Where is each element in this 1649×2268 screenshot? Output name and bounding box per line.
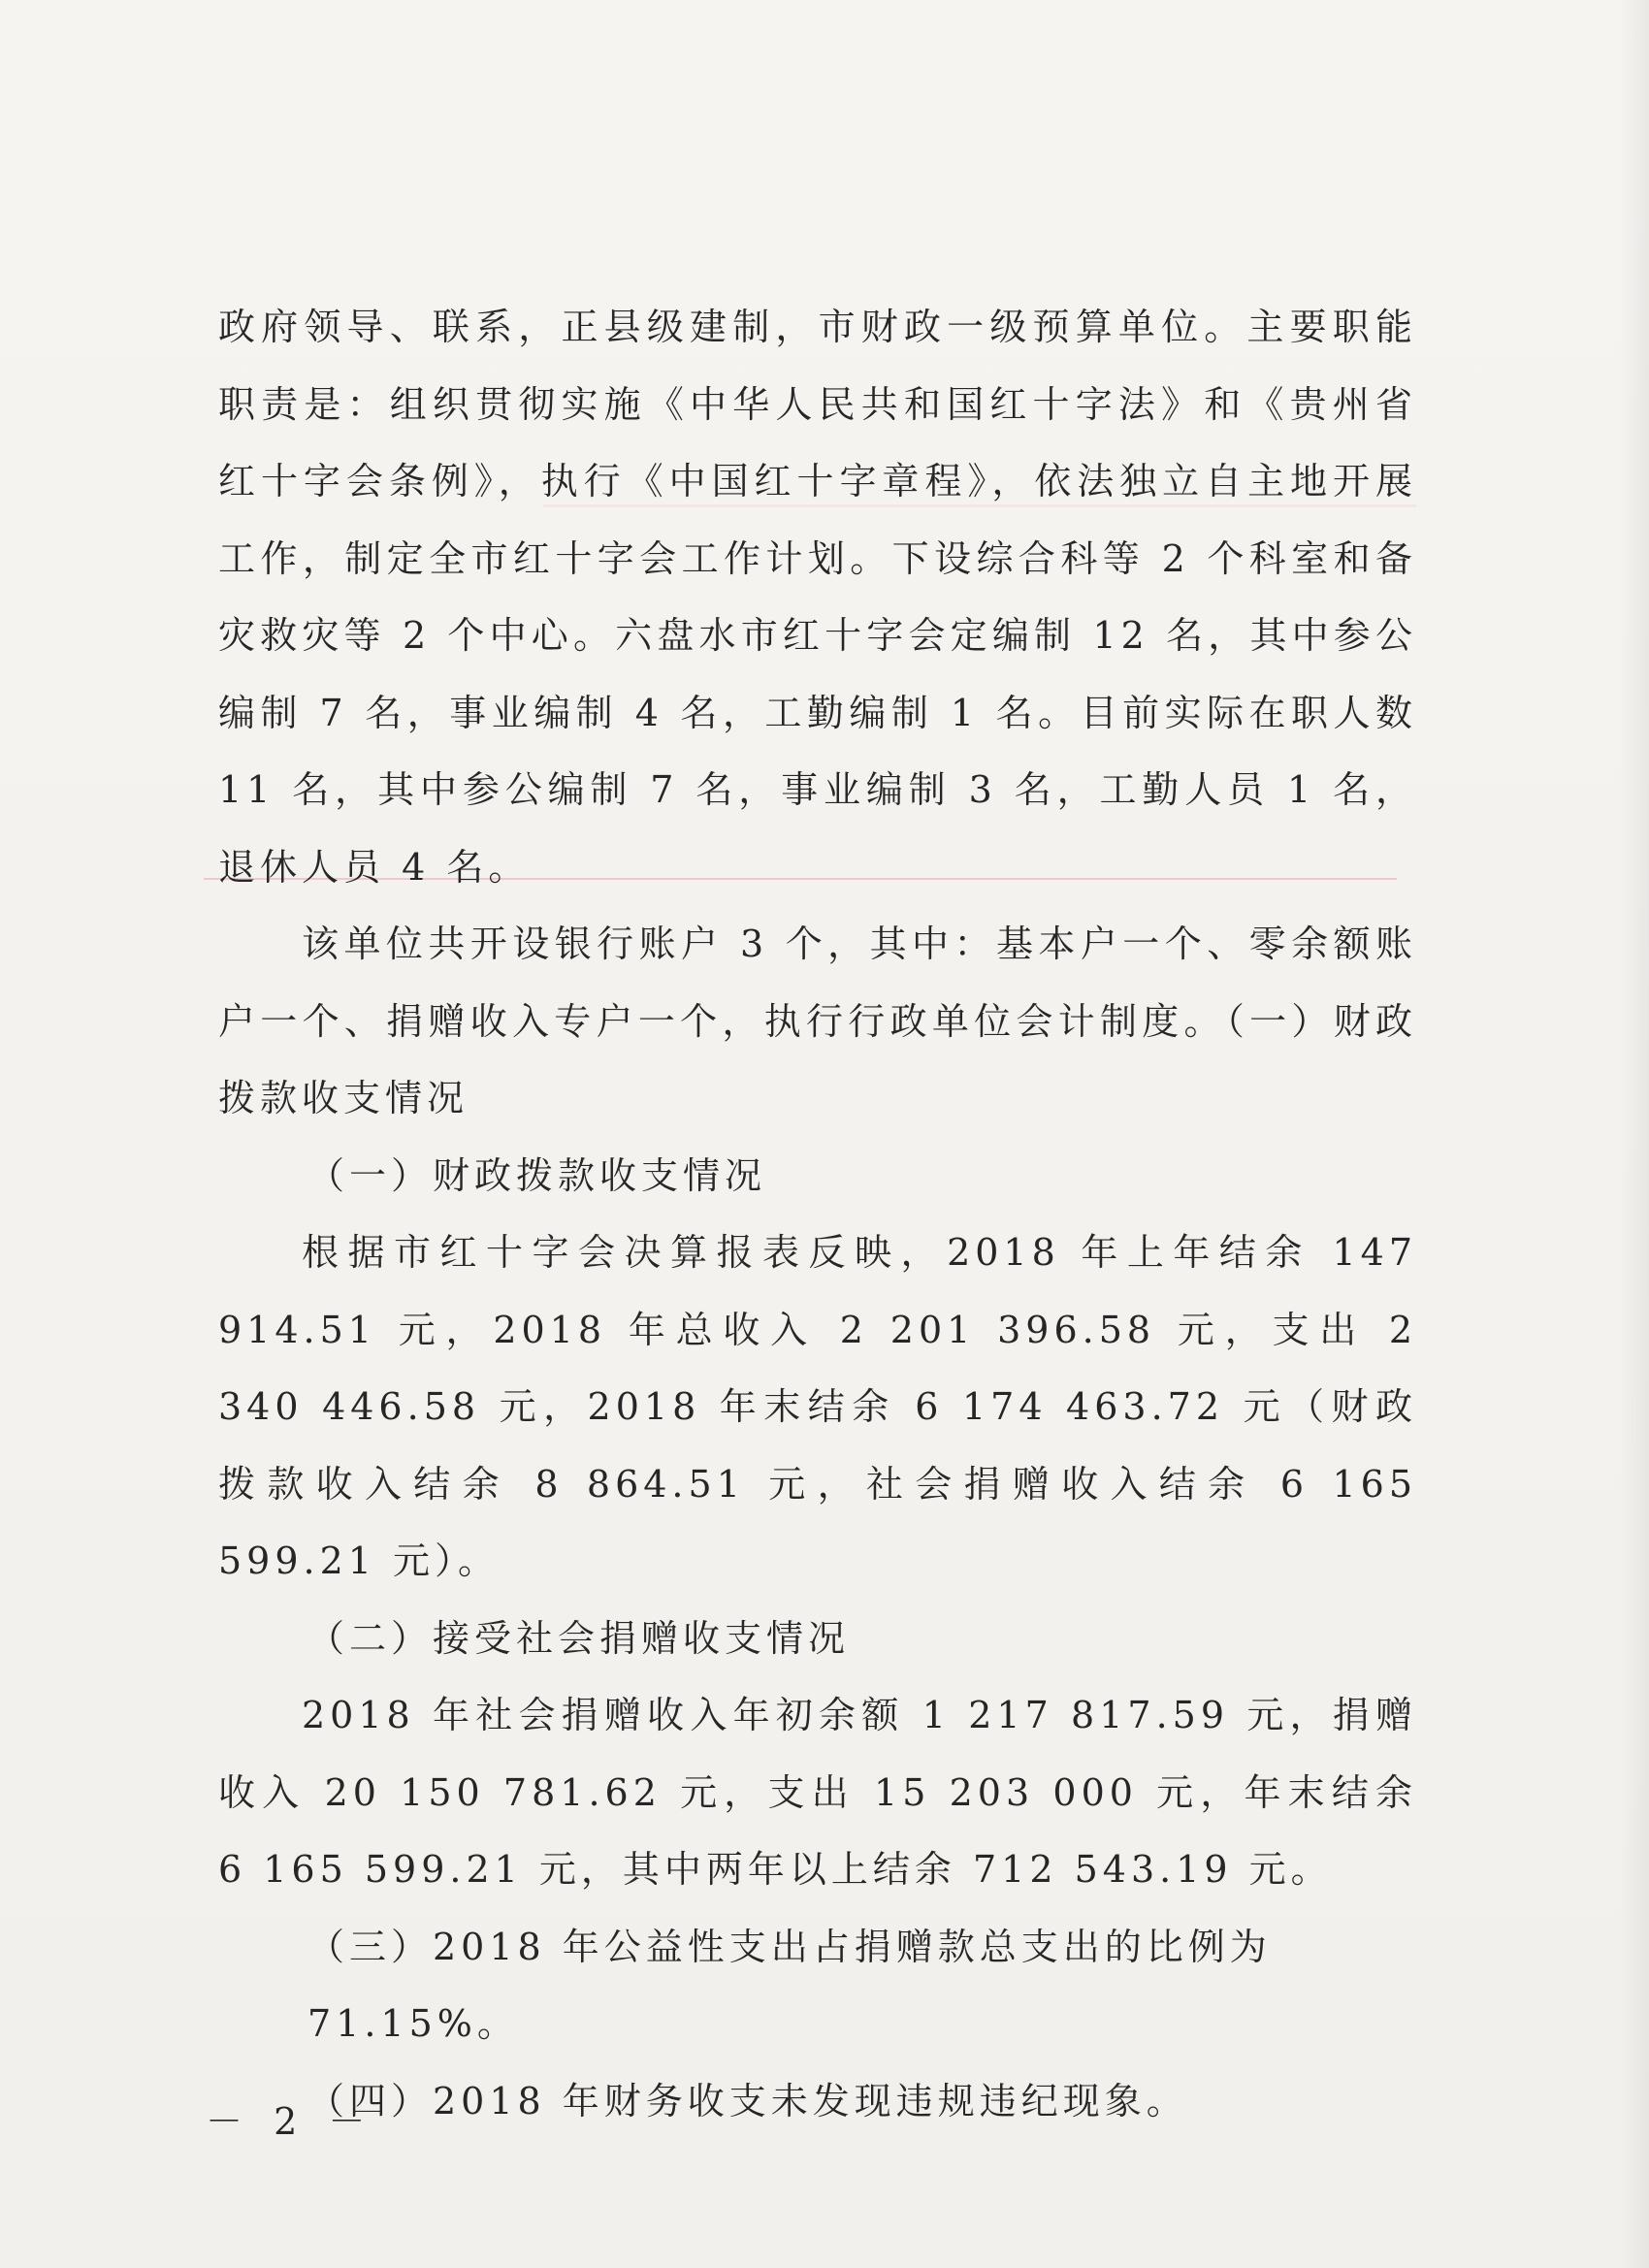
section-item-compliance: （四）2018 年财务收支未发现违规违纪现象。 <box>307 2079 1188 2122</box>
paragraph-donation-figures: 2018 年社会捐赠收入年初余额 1 217 817.59 元，捐赠收入 20 150 781.62 元，支出 15 203 000 元，年末结余 6 165 599.21 元，其中两年以上结余 712 543.19 元。 <box>218 1694 1417 1891</box>
section-heading-fiscal-appropriation: （一）财政拨款收支情况 <box>307 1153 767 1197</box>
page-number: － 2 － <box>206 2100 375 2143</box>
section-heading-social-donations: （二）接受社会捐赠收支情况 <box>307 1616 851 1660</box>
document-body <box>218 289 1417 2140</box>
section-item-public-welfare-ratio: （三）2018 年公益性支出占捐赠款总支出的比例为 71.15%。 <box>307 1925 1272 2045</box>
paragraph-unit-overview: 政府领导、联系，正县级建制，市财政一级预算单位。主要职能职责是：组织贯彻实施《中华人民共和国红十字法》和《贵州省红十字会条例》，执行《中国红十字章程》，依法独立自主地开展工作，制定全市红十字会工作计划。下设综合科等 2 个科室和备灾救灾等 2 个中心。六盘水市红十字会定编制 12 名，其中参公编制 7 名，事业编制 4 名，工勤编制 1 名。目前实际在职人数 11 名，其中参公编制 7 名，事业编制 3 名，工勤人员 1 名，退休人员 4 名。 <box>218 306 1417 889</box>
paragraph-fiscal-figures: 根据市红十字会决算报表反映，2018 年上年结余 147 914.51 元，2018 年总收入 2 201 396.58 元，支出 2 340 446.58 元，2018 年末结余 6 174 463.72 元（财政拨款收入结余 8 864.51 元，社会捐赠收入结余 6 165 599.21 元）。 <box>218 1231 1417 1582</box>
paragraph-bank-accounts: 该单位共开设银行账户 3 个，其中：基本户一个、零余额账户一个、捐赠收入专户一个，执行行政单位会计制度。（一）财政拨款收支情况 <box>218 923 1417 1119</box>
scan-edge-shadow <box>1620 0 1649 2268</box>
